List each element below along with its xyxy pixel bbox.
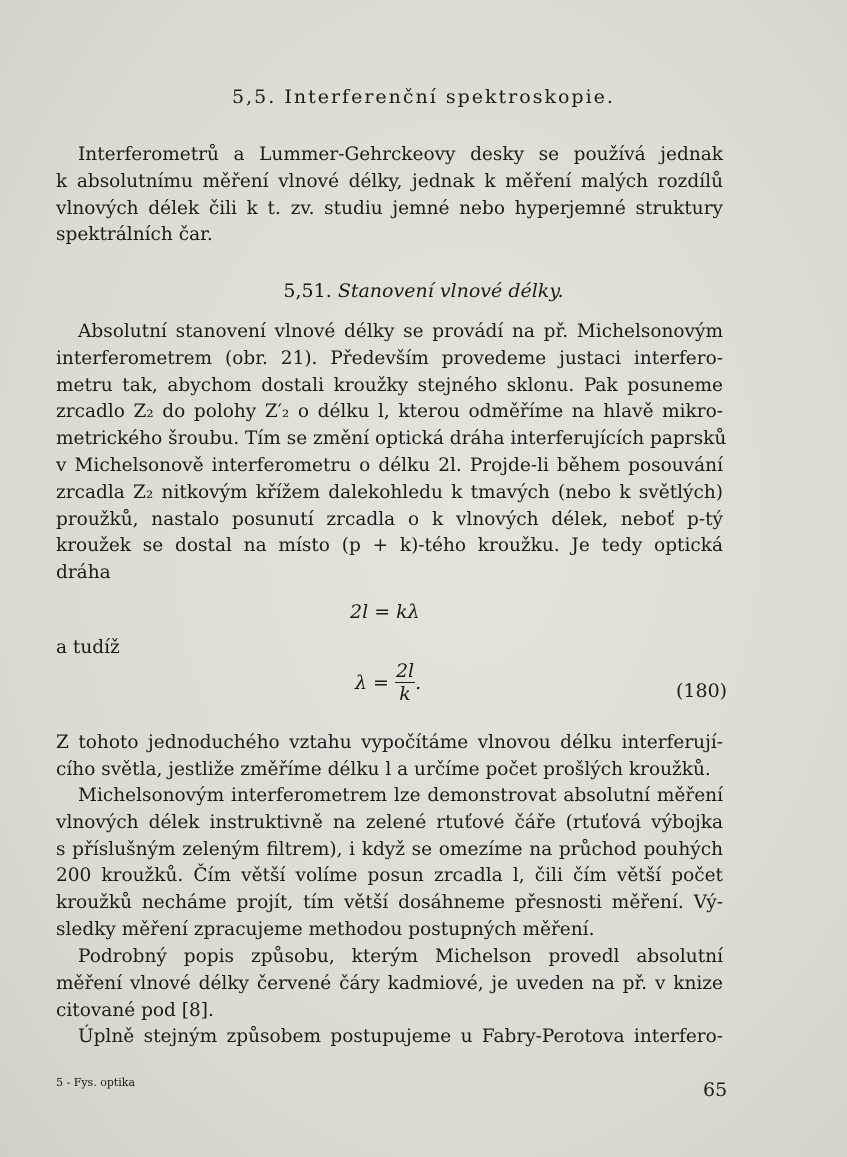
paragraph-3 [56,783,723,944]
page-number: 65 [703,1079,728,1101]
fraction [395,660,415,705]
text-line: Interferometrů a Lummer-Gehrckeovy desky se používá jednak [78,144,723,165]
text-line: Podrobný popis způsobu, kterým Michelson provedl absolutní [78,946,723,967]
text-line: 200 kroužků. Čím větší volíme posun zrcadla l, čili čím větší počet [56,865,723,887]
text-line: s příslušným zeleným filtrem), i když se omezíme na průchod pouhých [56,838,723,860]
text-line: měření vlnové délky červené čáry kadmiové, je uveden na př. v knize [56,972,723,994]
fraction-denominator: k [399,683,411,705]
paragraph-2 [56,730,723,784]
intro-paragraph [56,142,723,249]
text-line: vlnových délek čili k t. zv. studiu jemné nebo hyperjemné struktury [56,197,723,219]
section-heading: 5,5. Interferenční spektroskopie. [232,86,615,108]
text-line: cího světla, jestliže změříme délku l a určíme počet prošlých kroužků. [56,758,711,780]
lambda-symbol: λ [355,671,368,694]
text-line: citované pod [8]. [56,999,214,1021]
text-line: v Michelsonově interferometru o délku 2l. Projde-li během posouvání [56,454,723,476]
text-line: Z tohoto jednoduchého vztahu vypočítáme vlnovou délku interferují- [56,732,723,753]
paragraph-1 [56,319,727,587]
text-line: zrcadlo Z₂ do polohy Z′₂ o délku l, kterou odměříme na hlavě mikro- [56,401,723,423]
text-line: spektrálních čar. [56,224,213,246]
text-line: sledky měření zpracujeme methodou postupných měření. [56,918,595,940]
equation-number: (180) [676,680,728,702]
text-line: metrického šroubu. Tím se změní optická dráha interferujících paprsků [56,428,727,450]
paragraph-5 [56,1024,723,1051]
footer-signature: 5 - Fys. optika [56,1076,136,1089]
equation-period: . [415,671,422,694]
text-line: kroužků necháme projít, tím větší dosáhneme přesnosti měření. Vý- [56,892,723,914]
text-line: proužků, nastalo posunutí zrcadla o k vlnových délek, neboť p-tý [56,508,723,530]
subsection-number: 5,51. [283,280,332,302]
text-line: vlnových délek instruktivně na zelené rtuťové čáře (rtuťová výbojka [56,811,723,833]
text-line: Úplně stejným způsobem postupujeme u Fabry-Perotova interfero- [78,1026,723,1047]
fraction-numerator: 2l [395,660,415,682]
a-tudiz-text: a tudíž [56,637,120,658]
text-line: zrcadla Z₂ nitkovým křížem dalekohledu k tmavých (nebo k světlých) [56,481,723,503]
text-line: metru tak, abychom dostali kroužky stejného sklonu. Pak posuneme [56,374,723,396]
equation-180 [355,660,421,705]
text-line: dráha [56,562,111,584]
subsection-heading [0,280,847,302]
text-line: interferometrem (obr. 21). Především provedeme justaci interfero- [56,347,723,369]
equals-sign: = [373,671,389,694]
subsection-title: Stanovení vlnové délky. [337,280,564,302]
text-line: k absolutnímu měření vlnové délky, jednak k měření malých rozdílů [56,170,723,192]
paragraph-4 [56,944,723,1024]
text-line: Absolutní stanovení vlnové délky se provádí na př. Michelsonovým [78,321,723,342]
text-line: kroužek se dostal na místo (p + k)-tého kroužku. Je tedy optická [56,535,723,557]
equation-1: 2l = kλ [350,601,420,623]
text-line: Michelsonovým interferometrem lze demonstrovat absolutní měření [78,785,723,806]
